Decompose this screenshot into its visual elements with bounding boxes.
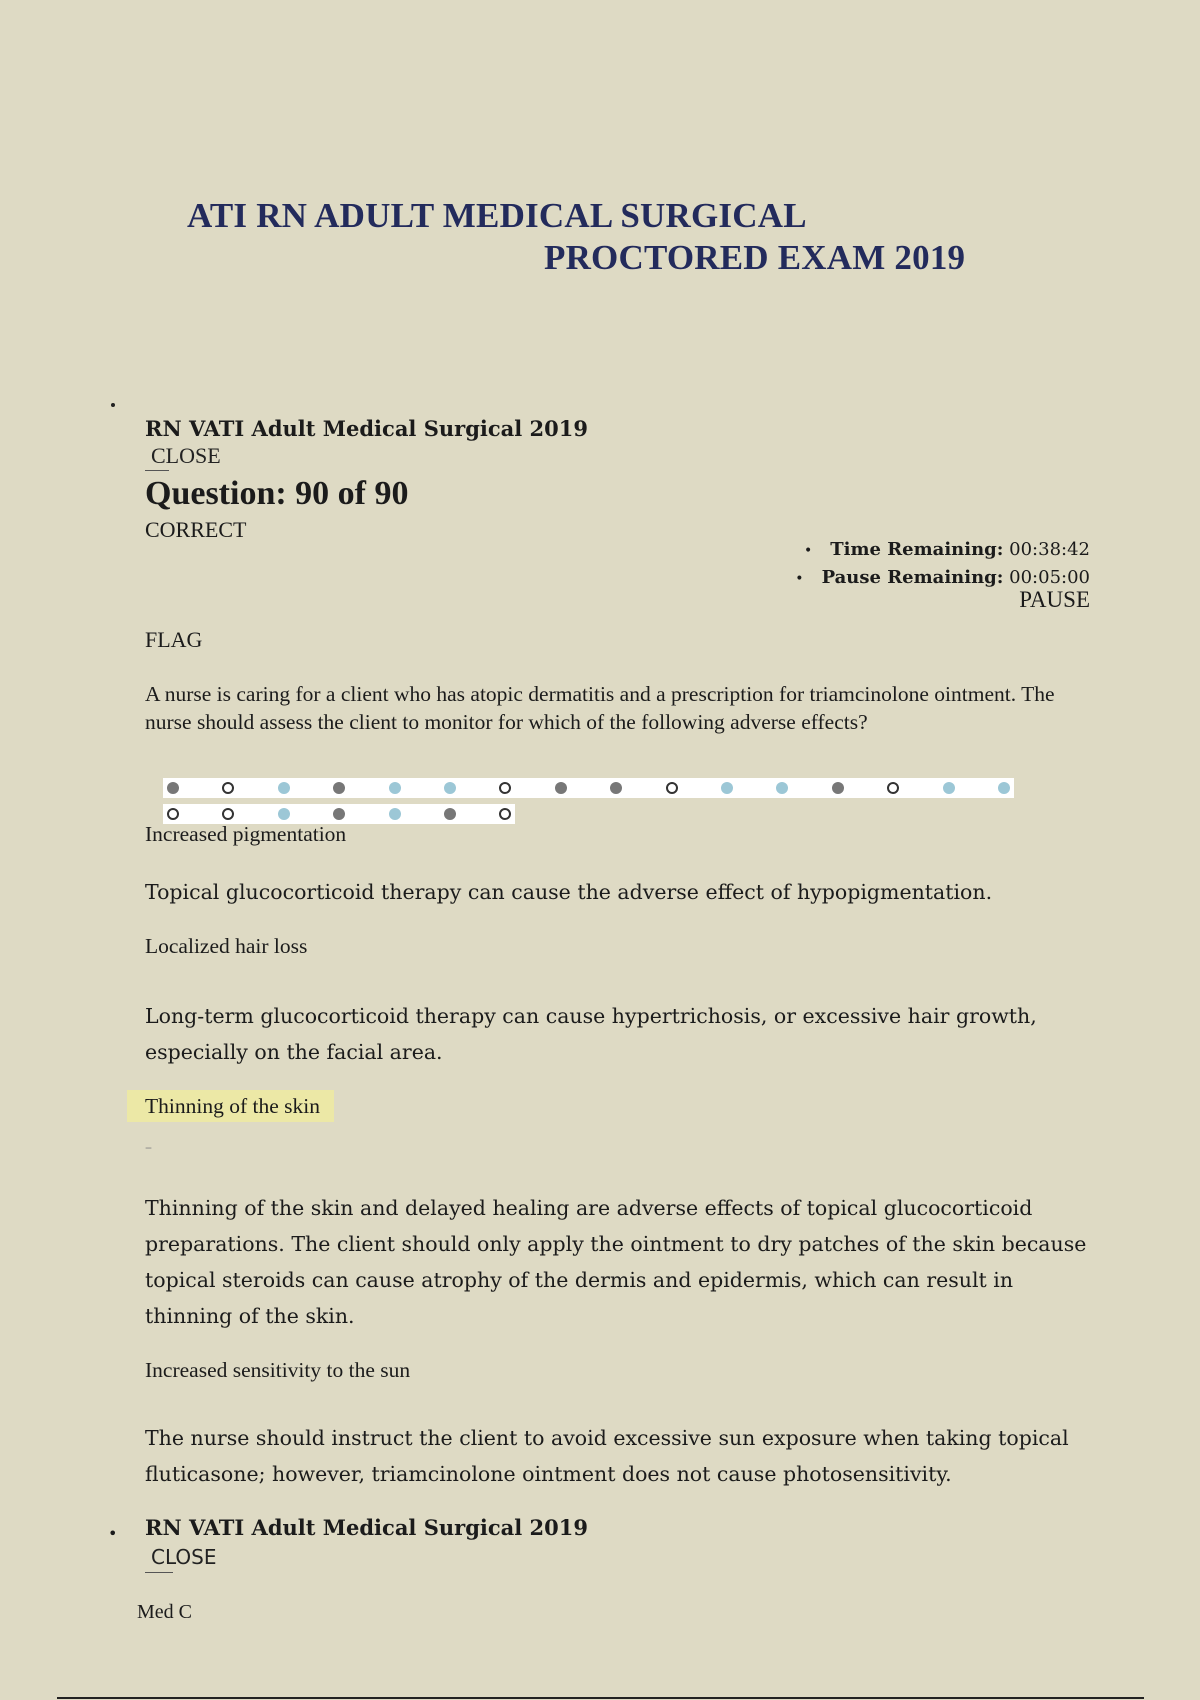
bullet-dot (111, 403, 115, 407)
question-nav-dot[interactable] (943, 782, 955, 794)
bullet-icon: • (795, 571, 804, 587)
result-status: CORRECT (145, 517, 247, 542)
bullet-icon: • (108, 1524, 118, 1543)
answer-marker: – (145, 1140, 152, 1156)
question-nav-dot[interactable] (832, 782, 844, 794)
time-remaining-label: Time Remaining: (830, 539, 1004, 560)
question-nav-dot[interactable] (444, 808, 456, 820)
timer-list (795, 536, 1090, 592)
rationale-increased-pigmentation: Topical glucocorticoid therapy can cause the adverse effect of hypopigmentation. (145, 880, 993, 904)
question-text: A nurse is caring for a client who has atopic dermatitis and a prescription for triamcinolone ointment. The nurse should assess the client to monitor for which of the following adverse effects? (145, 682, 1055, 734)
next-page-text: Med C (137, 1601, 192, 1623)
option-localized-hair-loss[interactable]: Localized hair loss (145, 934, 308, 958)
question-nav-dot[interactable] (167, 808, 179, 820)
question-nav-dot[interactable] (666, 782, 678, 794)
time-remaining-value: 00:38:42 (1009, 539, 1090, 560)
exam-name: RN VATI Adult Medical Surgical 2019 (145, 416, 588, 441)
footer-exam-name: RN VATI Adult Medical Surgical 2019 (145, 1515, 588, 1540)
question-nav-dot[interactable] (721, 782, 733, 794)
bullet-icon: • (803, 543, 813, 559)
question-counter: Question: 90 of 90 (145, 475, 409, 512)
question-nav-dot[interactable] (278, 782, 290, 794)
rationale-thinning-of-the-skin: Thinning of the skin and delayed healing are adverse effects of topical glucocorticoid preparations. The client should only apply the ointment to dry patches of the skin because topical steroids can cause atrophy of the dermis and epidermis, which can result in thinning of the skin. (145, 1196, 1087, 1328)
flag-button[interactable]: FLAG (145, 627, 203, 652)
rationale-increased-sensitivity-to-sun: The nurse should instruct the client to avoid excessive sun exposure when taking topical fluticasone; however, triamcinolone ointment does not cause photosensitivity. (145, 1426, 1069, 1486)
question-nav-dot[interactable] (389, 808, 401, 820)
pause-remaining-label: Pause Remaining: (821, 567, 1004, 588)
close-button[interactable]: CLOSE (151, 443, 221, 468)
question-nav-dot[interactable] (278, 808, 290, 820)
time-remaining (795, 536, 1090, 564)
footer-close-button[interactable]: CLOSE (151, 1545, 217, 1569)
question-nav-dot[interactable] (555, 782, 567, 794)
option-increased-sensitivity-to-sun[interactable]: Increased sensitivity to the sun (145, 1358, 411, 1382)
rationale-localized-hair-loss: Long-term glucocorticoid therapy can cause hypertrichosis, or excessive hair growth, especially on the facial area. (145, 1004, 1037, 1064)
option-thinning-of-the-skin[interactable] (145, 1094, 334, 1119)
footer-close-underline (145, 1572, 173, 1573)
document-title-line-1: ATI RN ADULT MEDICAL SURGICAL (187, 196, 807, 235)
question-nav-dot[interactable] (444, 782, 456, 794)
document-title-line-2: PROCTORED EXAM 2019 (544, 238, 966, 277)
page-rule (57, 1697, 1144, 1699)
pause-button[interactable]: PAUSE (1019, 587, 1090, 612)
pause-remaining-value: 00:05:00 (1009, 567, 1090, 588)
selected-highlight: Thinning of the skin (127, 1090, 334, 1122)
question-nav-dot[interactable] (389, 782, 401, 794)
question-nav-dot[interactable] (998, 782, 1010, 794)
option-increased-pigmentation[interactable]: Increased pigmentation (145, 822, 347, 846)
close-underline (145, 470, 169, 471)
question-nav-dot[interactable] (167, 782, 179, 794)
